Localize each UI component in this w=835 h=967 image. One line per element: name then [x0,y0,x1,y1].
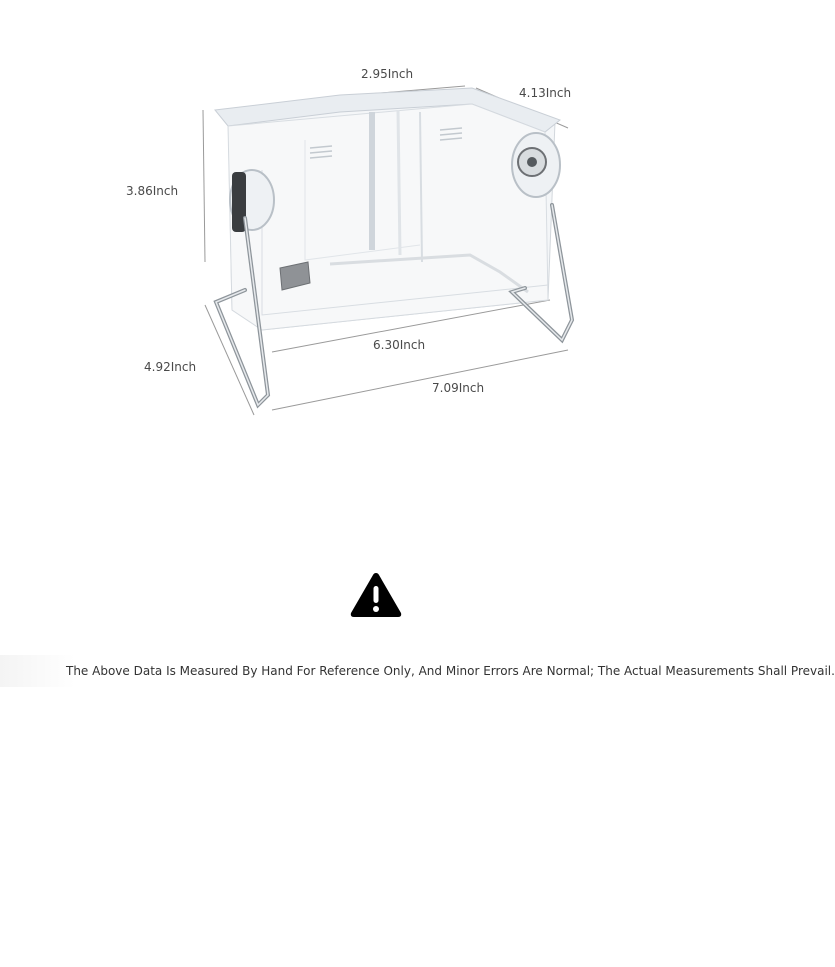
dimension-height: 3.86Inch [126,184,179,198]
dimension-side-depth: 4.13Inch [519,86,572,100]
dimension-inner-width: 6.30Inch [373,338,426,352]
dimension-top-width: 2.95Inch [361,67,414,81]
dim-line-outer [272,350,568,410]
dim-line-height [203,110,205,262]
dimension-base-depth: 4.92Inch [144,360,197,374]
product-dimension-diagram [0,0,750,440]
product-illustration [0,0,750,440]
dimension-outer-width: 7.09Inch [432,381,485,395]
measurement-disclaimer [0,655,835,687]
dim-line-depth [205,305,254,415]
warning-triangle-icon [349,571,403,619]
disclaimer-text: The Above Data Is Measured By Hand For Reference Only, And Minor Errors Are Normal; The Actual Measurements Shall Prevail. [66,664,835,678]
